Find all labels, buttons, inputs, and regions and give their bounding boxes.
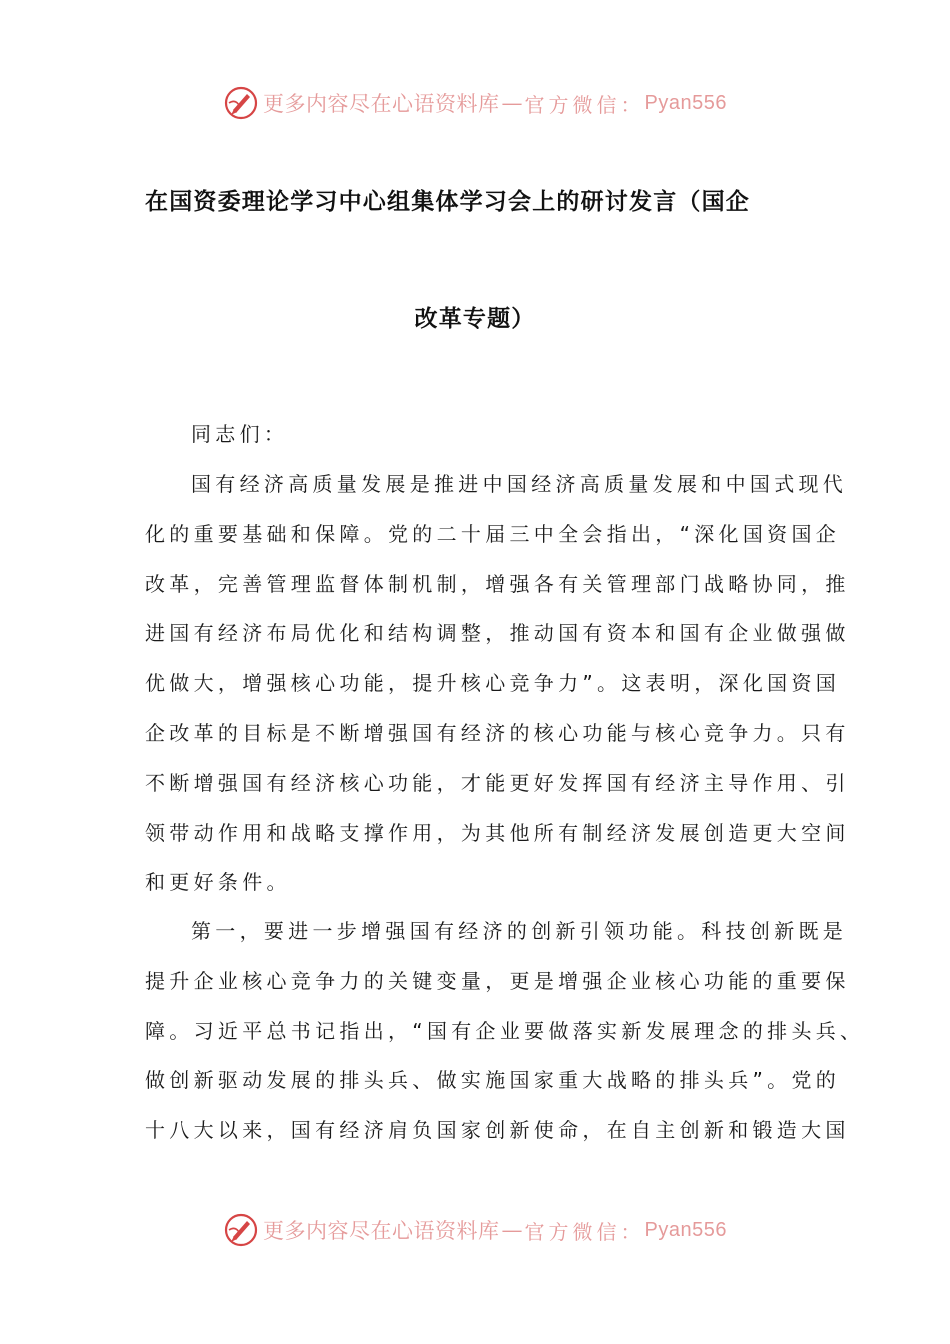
paragraph-line: 和更好条件。 [145,870,291,895]
pen-logo-icon [223,85,259,121]
salutation [145,410,817,460]
paragraph-line: 障。习近平总书记指出，“国有企业要做落实新发展理念的排头兵、 [145,1018,865,1043]
watermark-separator: — [501,1218,523,1242]
watermark-wechat-id: Pyan556 [644,1218,727,1241]
paragraph-line: 领带动作用和战略支撑作用，为其他所有制经济发展创造更大空间 [145,820,850,845]
watermark-promo-text: 更多内容尽在心语资料库 [263,92,500,116]
watermark-wechat-id: Pyan556 [644,91,727,114]
watermark-separator: — [501,91,523,115]
document-title-line-2: 改革专题） [414,306,536,332]
paragraph-line: 第一，要进一步增强国有经济的创新引领功能。科技创新既是 [191,919,848,943]
watermark-wechat-label: 官方微信： [524,1219,645,1244]
watermark-promo-text: 更多内容尽在心语资料库 [263,1219,500,1243]
pen-logo-icon [223,1212,259,1248]
document-title-line-1: 在国资委理论学习中心组集体学习会上的研讨发言（国企 [145,189,750,215]
body-paragraph-1 [145,460,850,908]
paragraph-line: 不断增强国有经济核心功能，才能更好发挥国有经济主导作用、引 [145,770,850,795]
paragraph-line: 进国有经济布局优化和结构调整，推动国有资本和国有企业做强做 [145,621,850,646]
paragraph-line: 优做大，增强核心功能，提升核心竞争力”。这表明，深化国资国 [145,671,841,696]
watermark-wechat-label: 官方微信： [524,92,645,117]
paragraph-line: 化的重要基础和保障。党的二十届三中全会指出，“深化国资国企 [145,521,841,546]
salutation-text: 同志们： [191,422,289,446]
paragraph-line: 企改革的目标是不断增强国有经济的核心功能与核心竞争力。只有 [145,720,850,745]
paragraph-line: 十八大以来，国有经济肩负国家创新使命，在自主创新和锻造大国 [145,1118,850,1143]
paragraph-line: 改革，完善管理监督体制机制，增强各有关管理部门战略协同，推 [145,571,850,596]
paragraph-line: 提升企业核心竞争力的关键变量，更是增强企业核心功能的重要保 [145,968,850,993]
paragraph-line: 做创新驱动发展的排头兵、做实施国家重大战略的排头兵”。党的 [145,1068,841,1093]
watermark-banner-bottom [0,1208,950,1252]
body-paragraph-2 [145,907,865,1156]
watermark-banner-top [0,81,950,125]
paragraph-line: 国有经济高质量发展是推进中国经济高质量发展和中国式现代 [191,472,848,496]
